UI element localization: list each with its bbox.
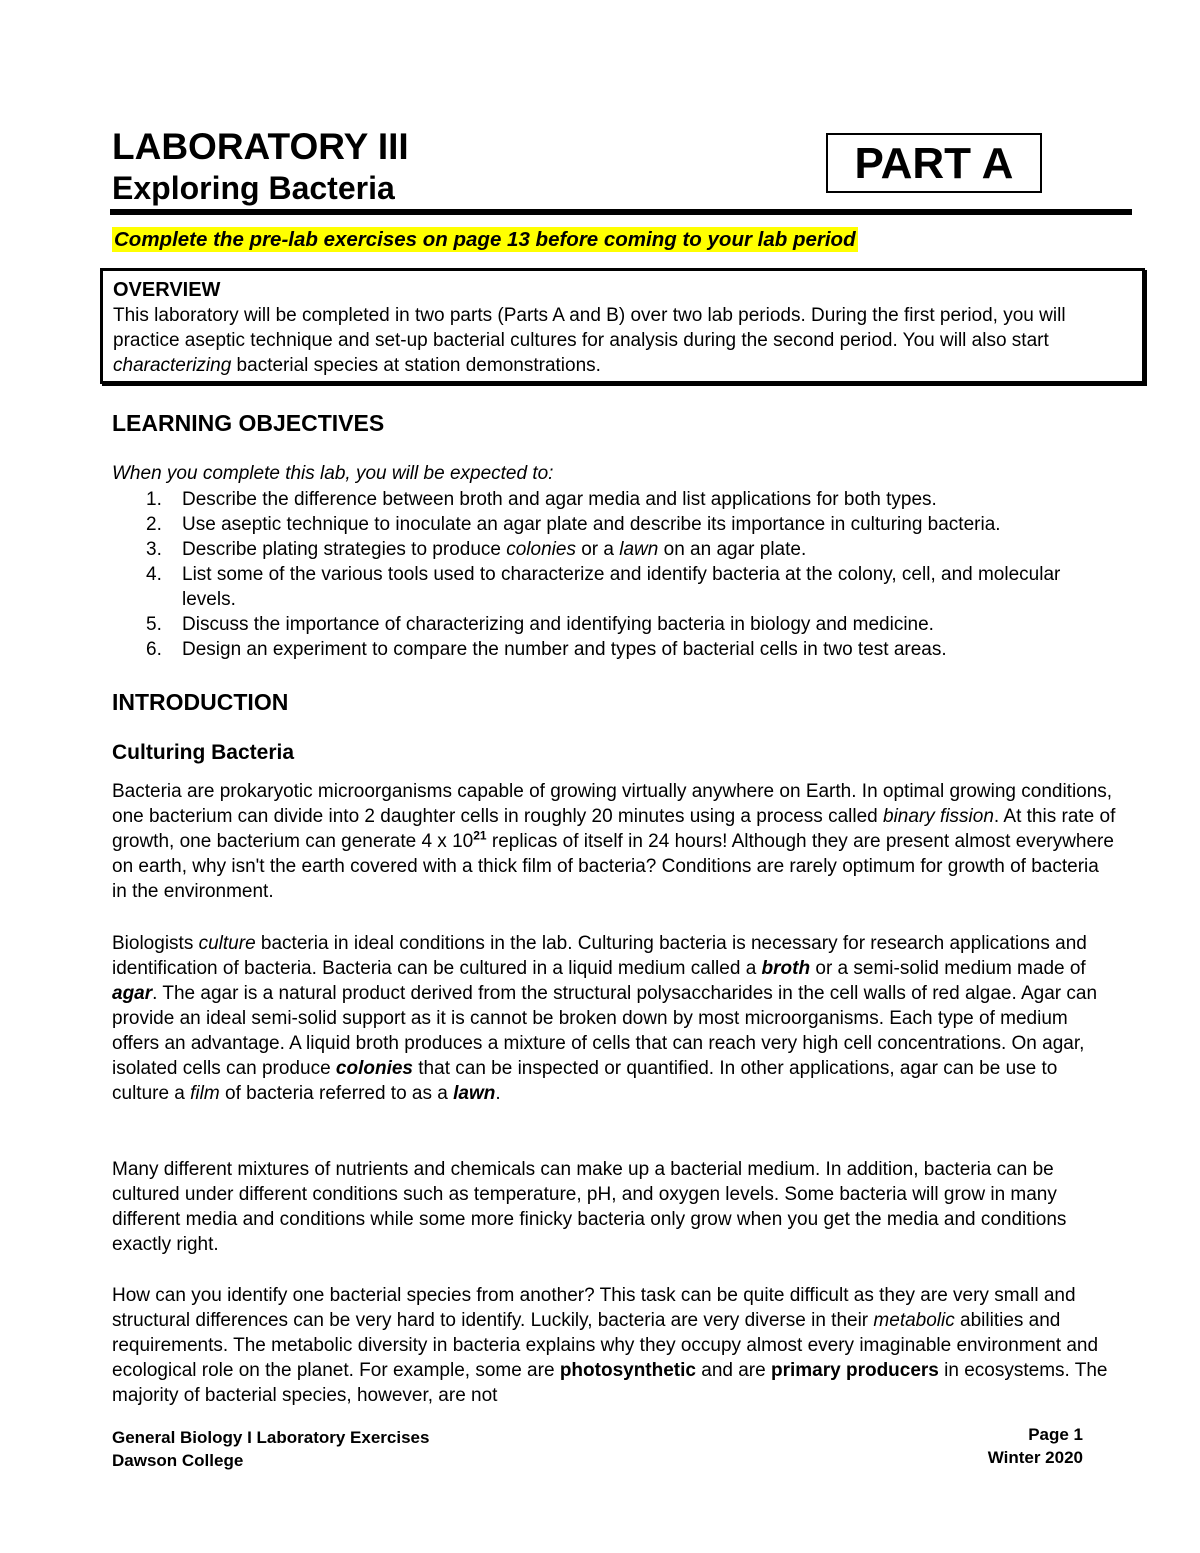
lab-title: LABORATORY III [112, 126, 409, 167]
footer-page-number: Page 1 [1028, 1425, 1083, 1444]
objectives-list [112, 487, 1112, 662]
intro-paragraph-4: How can you identify one bacterial species from another? This task can be quite difficult as they are very small and structural differences can be very hard to identify. Luckily, bacteria are very diverse in their metabolic abilities and requirements. The metabolic diversity in bacteria explains why they occupy almost every imaginable environment and ecological role on the planet. For example, some are photosynthetic and are primary producers in ecosystems. The majority of bacterial species, however, are not [112, 1285, 1108, 1406]
footer-term: Winter 2020 [987, 1448, 1083, 1467]
objectives-intro: When you complete this lab, you will be expected to: [112, 463, 554, 484]
intro-paragraph-1: Bacteria are prokaryotic microorganisms capable of growing virtually anywhere on Earth. In optimal growing conditions, one bacterium can divide into 2 daughter cells in roughly 20 minutes using a process called binary fission. At this rate of growth, one bacterium can generate 4 x $10^{21}$ replicas of itself in 24 hours! Although they are present almost everywhere on earth, why isn't the earth covered with a thick film of bacteria? Conditions are rarely optimum for growth of bacteria in the environment. [112, 781, 1116, 902]
list-item: 5. Discuss the importance of characterizing and identifying bacteria in biology and medicine. [146, 614, 934, 635]
list-item: 1. Describe the difference between broth and agar media and list applications for both types. [146, 489, 937, 510]
culturing-subheading: Culturing Bacteria [112, 741, 295, 764]
lab-subtitle: Exploring Bacteria [112, 170, 395, 206]
overview-text: This laboratory will be completed in two parts (Parts A and B) over two lab periods. During the first period, you will practice aseptic technique and set-up bacterial cultures for analysis during the second period. You will also start characterizing bacterial species at station demonstrations. [113, 305, 1066, 376]
overview-box [100, 268, 1145, 384]
list-item: 6. Design an experiment to compare the number and types of bacterial cells in two test areas. [146, 639, 947, 660]
footer-left [112, 1426, 429, 1472]
title-divider [110, 209, 1132, 215]
list-item: 3. Describe plating strategies to produce colonies or a lawn on an agar plate. [146, 539, 807, 560]
list-item: 4. List some of the various tools used to characterize and identify bacteria at the colony, cell, and molecular levels. [146, 564, 1061, 610]
footer-right [900, 1423, 1083, 1469]
intro-paragraph-3: Many different mixtures of nutrients and chemicals can make up a bacterial medium. In addition, bacteria can be cultured under different conditions such as temperature, pH, and oxygen levels. Some bacteria will grow in many different media and conditions while some more finicky bacteria only grow when you get the media and conditions exactly right. [112, 1159, 1067, 1255]
list-item: 2. Use aseptic technique to inoculate an agar plate and describe its importance in culturing bacteria. [146, 514, 1001, 535]
footer-course: General Biology I Laboratory Exercises [112, 1428, 430, 1447]
objectives-heading: LEARNING OBJECTIVES [112, 410, 385, 436]
prelab-highlight: Complete the pre-lab exercises on page 13 before coming to your lab period [114, 228, 856, 251]
part-label-box: PART A [826, 133, 1042, 193]
intro-paragraph-2: Biologists culture bacteria in ideal conditions in the lab. Culturing bacteria is necessary for research applications and identification of bacteria. Bacteria can be cultured in a liquid medium called a broth or a semi-solid medium made of agar. The agar is a natural product derived from the structural polysaccharides in the cell walls of red algae. Agar can provide an ideal semi-solid support as it is cannot be broken down by most microorganisms. Each type of medium offers an advantage. A liquid broth produces a mixture of cells that can reach very high cell concentrations. On agar, isolated cells can produce colonies that can be inspected or quantified. In other applications, agar can be use to culture a film of bacteria referred to as a lawn. [112, 933, 1098, 1104]
overview-heading: OVERVIEW [113, 279, 221, 301]
prelab-notice [112, 228, 858, 252]
footer-college: Dawson College [112, 1451, 244, 1470]
introduction-heading: INTRODUCTION [112, 689, 289, 715]
